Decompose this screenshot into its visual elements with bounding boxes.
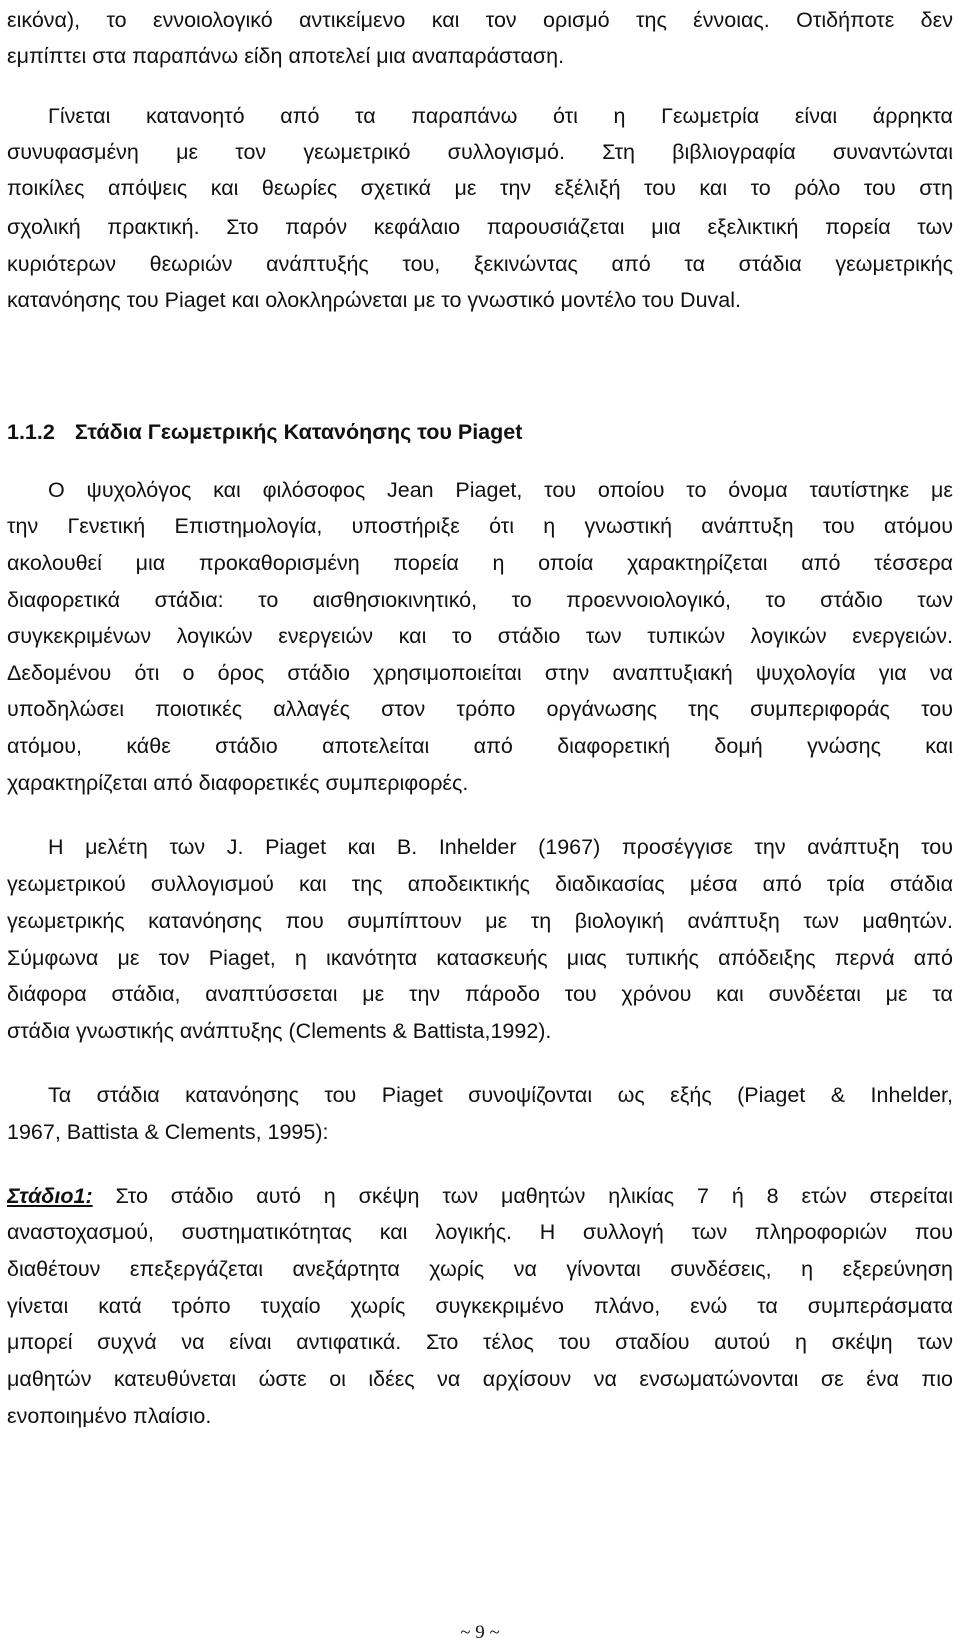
paragraph-line: μπορεί συχνά να είναι αντιφατικά. Στο τέλος του σταδίου αυτού η σκέψη των [7, 1330, 953, 1354]
paragraph-line: διάφορα στάδια, αναπτύσσεται με την πάροδο του χρόνου και συνδέεται με τα [7, 982, 953, 1006]
paragraph-line: εικόνα), το εννοιολογικό αντικείμενο και τον ορισμό της έννοιας. Οτιδήποτε δεν [7, 8, 953, 32]
paragraph-line: συγκεκριμένων λογικών ενεργειών και το στάδιο των τυπικών λογικών ενεργειών. [7, 624, 953, 648]
paragraph-line: κατανόησης του Piaget και ολοκληρώνεται με το γνωστικό μοντέλο του Duval. [7, 288, 742, 312]
paragraph-line: συνυφασμένη με τον γεωμετρικό συλλογισμό. Στη βιβλιογραφία συναντώνται [7, 140, 953, 164]
paragraph-line: 1967, Battista & Clements, 1995): [7, 1120, 329, 1144]
paragraph-line: Δεδομένου ότι ο όρος στάδιο χρησιμοποιείται στην αναπτυξιακή ψυχολογία για να [7, 661, 953, 685]
paragraph-line: Η μελέτη των J. Piaget και B. Inhelder (1967) προσέγγισε την ανάπτυξη του [48, 835, 953, 859]
stage-1-text: Στο στάδιο αυτό η σκέψη των μαθητών ηλικίας 7 ή 8 ετών στερείται [92, 1184, 953, 1208]
paragraph-line: σχολική πρακτική. Στο παρόν κεφάλαιο παρουσιάζεται μια εξελικτική πορεία των [7, 215, 953, 239]
paragraph-line: ατόμου, κάθε στάδιο αποτελείται από διαφορετική δομή γνώσης και [7, 734, 953, 758]
paragraph-line: Τα στάδια κατανόησης του Piaget συνοψίζονται ως εξής (Piaget & Inhelder, [48, 1083, 953, 1107]
paragraph-line: την Γενετική Επιστημολογία, υποστήριξε ότι η γνωστική ανάπτυξη του ατόμου [7, 514, 953, 538]
paragraph-line: ποικίλες απόψεις και θεωρίες σχετικά με την εξέλιξή του και το ρόλο του στη [7, 176, 953, 200]
paragraph-line: κυριότερων θεωριών ανάπτυξής του, ξεκινώντας από τα στάδια γεωμετρικής [7, 252, 953, 276]
section-number: 1.1.2 [7, 420, 55, 444]
paragraph-line: μαθητών κατευθύνεται ώστε οι ιδέες να αρχίσουν να ενσωματώνονται σε ένα πιο [7, 1367, 953, 1391]
section-heading [7, 414, 522, 450]
paragraph-line: γίνεται κατά τρόπο τυχαίο χωρίς συγκεκριμένο πλάνο, ενώ τα συμπεράσματα [7, 1294, 953, 1318]
paragraph-line: διαφορετικά στάδια: το αισθησιοκινητικό, το προεννοιολογικό, το στάδιο των [7, 588, 953, 612]
stage-1-label: Στάδιο1: [7, 1184, 93, 1208]
stage-1-first-line [7, 1178, 953, 1214]
paragraph-line: ενοποιημένο πλαίσιο. [7, 1404, 212, 1428]
paragraph-line: αναστοχασμού, συστηματικότητας και λογικής. Η συλλογή των πληροφοριών που [7, 1220, 953, 1244]
paragraph-line: Γίνεται κατανοητό από τα παραπάνω ότι η Γεωμετρία είναι άρρηκτα [48, 104, 953, 128]
page-number: ~ 9 ~ [460, 1622, 500, 1643]
paragraph-line: Σύμφωνα με τον Piaget, η ικανότητα κατασκευής μιας τυπικής απόδειξης περνά από [7, 946, 953, 970]
paragraph-line: Ο ψυχολόγος και φιλόσοφος Jean Piaget, του οποίου το όνομα ταυτίστηκε με [48, 478, 953, 502]
paragraph-line: χαρακτηρίζεται από διαφορετικές συμπεριφορές. [7, 771, 469, 795]
paragraph-line: γεωμετρικού συλλογισμού και της αποδεικτικής διαδικασίας μέσα από τρία στάδια [7, 872, 953, 896]
paragraph-line: εμπίπτει στα παραπάνω είδη αποτελεί μια αναπαράσταση. [7, 44, 565, 68]
paragraph-line: υποδηλώσει ποιοτικές αλλαγές στον τρόπο οργάνωσης της συμπεριφοράς του [7, 697, 953, 721]
section-title: Στάδια Γεωμετρικής Κατανόησης του Piaget [74, 420, 523, 444]
paragraph-line: στάδια γνωστικής ανάπτυξης (Clements & Battista,1992). [7, 1019, 552, 1043]
paragraph-line: ακολουθεί μια προκαθορισμένη πορεία η οποία χαρακτηρίζεται από τέσσερα [7, 551, 953, 575]
paragraph-line: διαθέτουν επεξεργάζεται ανεξάρτητα χωρίς να γίνονται συνδέσεις, η εξερεύνηση [7, 1257, 953, 1281]
paragraph-line: γεωμετρικής κατανόησης που συμπίπτουν με τη βιολογική ανάπτυξη των μαθητών. [7, 909, 953, 933]
